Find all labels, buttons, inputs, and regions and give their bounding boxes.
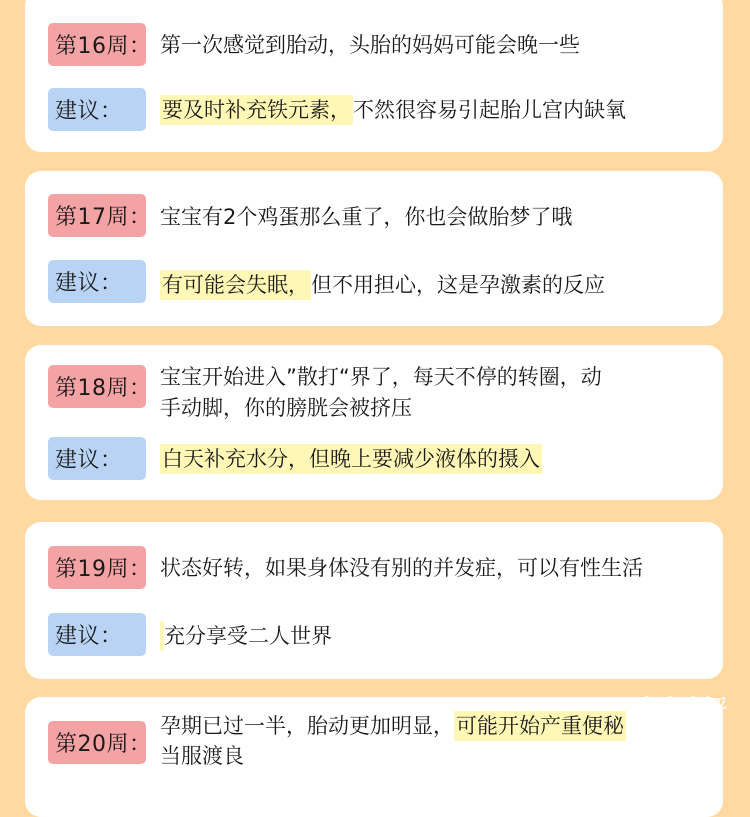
week-20-card (25, 697, 723, 817)
week-18-advice (160, 444, 542, 474)
week-16-card (25, 0, 723, 152)
week-18-advice-highlight: 白天补充水分，但晚上要减少液体的摄入 (160, 444, 542, 474)
watermark-logo: 大众点评 (635, 696, 728, 721)
week-18-card (25, 345, 723, 500)
week-20-description-line-2: 当服渡良 (160, 744, 244, 768)
week-16-advice (160, 95, 626, 125)
week-19-advice-label: 建议： (48, 613, 146, 656)
week-17-card (25, 171, 723, 326)
week-20-description-line-1 (160, 711, 626, 741)
week-20-description-text: 孕期已过一半，胎动更加明显， (160, 714, 454, 738)
week-17-advice-label: 建议： (48, 260, 146, 303)
week-17-advice (160, 270, 605, 300)
week-19-card (25, 522, 723, 679)
week-18-description-line-2: 手动脚，你的膀胱会被挤压 (160, 396, 412, 420)
week-16-label: 第16周： (48, 23, 146, 66)
week-19-advice (160, 621, 332, 651)
week-18-advice-label: 建议： (48, 437, 146, 480)
week-16-advice-highlight: 要及时补充铁元素， (160, 95, 353, 125)
week-18-label: 第18周： (48, 365, 146, 408)
week-16-advice-label: 建议： (48, 88, 146, 131)
week-16-description: 第一次感觉到胎动，头胎的妈妈可能会晚一些 (160, 33, 580, 57)
week-19-description: 状态好转，如果身体没有别的并发症，可以有性生活 (160, 556, 643, 580)
week-17-advice-text: 但不用担心，这是孕激素的反应 (311, 273, 605, 297)
week-19-advice-text: 充分享受二人世界 (164, 624, 332, 648)
week-20-label: 第20周： (48, 721, 146, 764)
week-16-advice-text: 不然很容易引起胎儿宫内缺氧 (353, 98, 626, 122)
week-17-description: 宝宝有2个鸡蛋那么重了，你也会做胎梦了哦 (160, 205, 573, 229)
week-18-description-line-1: 宝宝开始进入”散打“界了，每天不停的转圈，动 (160, 365, 602, 389)
week-20-description-highlight: 可能开始产重便秘 (454, 711, 626, 741)
week-19-label: 第19周： (48, 546, 146, 589)
week-17-label: 第17周： (48, 194, 146, 237)
week-17-advice-highlight: 有可能会失眠， (160, 270, 311, 300)
